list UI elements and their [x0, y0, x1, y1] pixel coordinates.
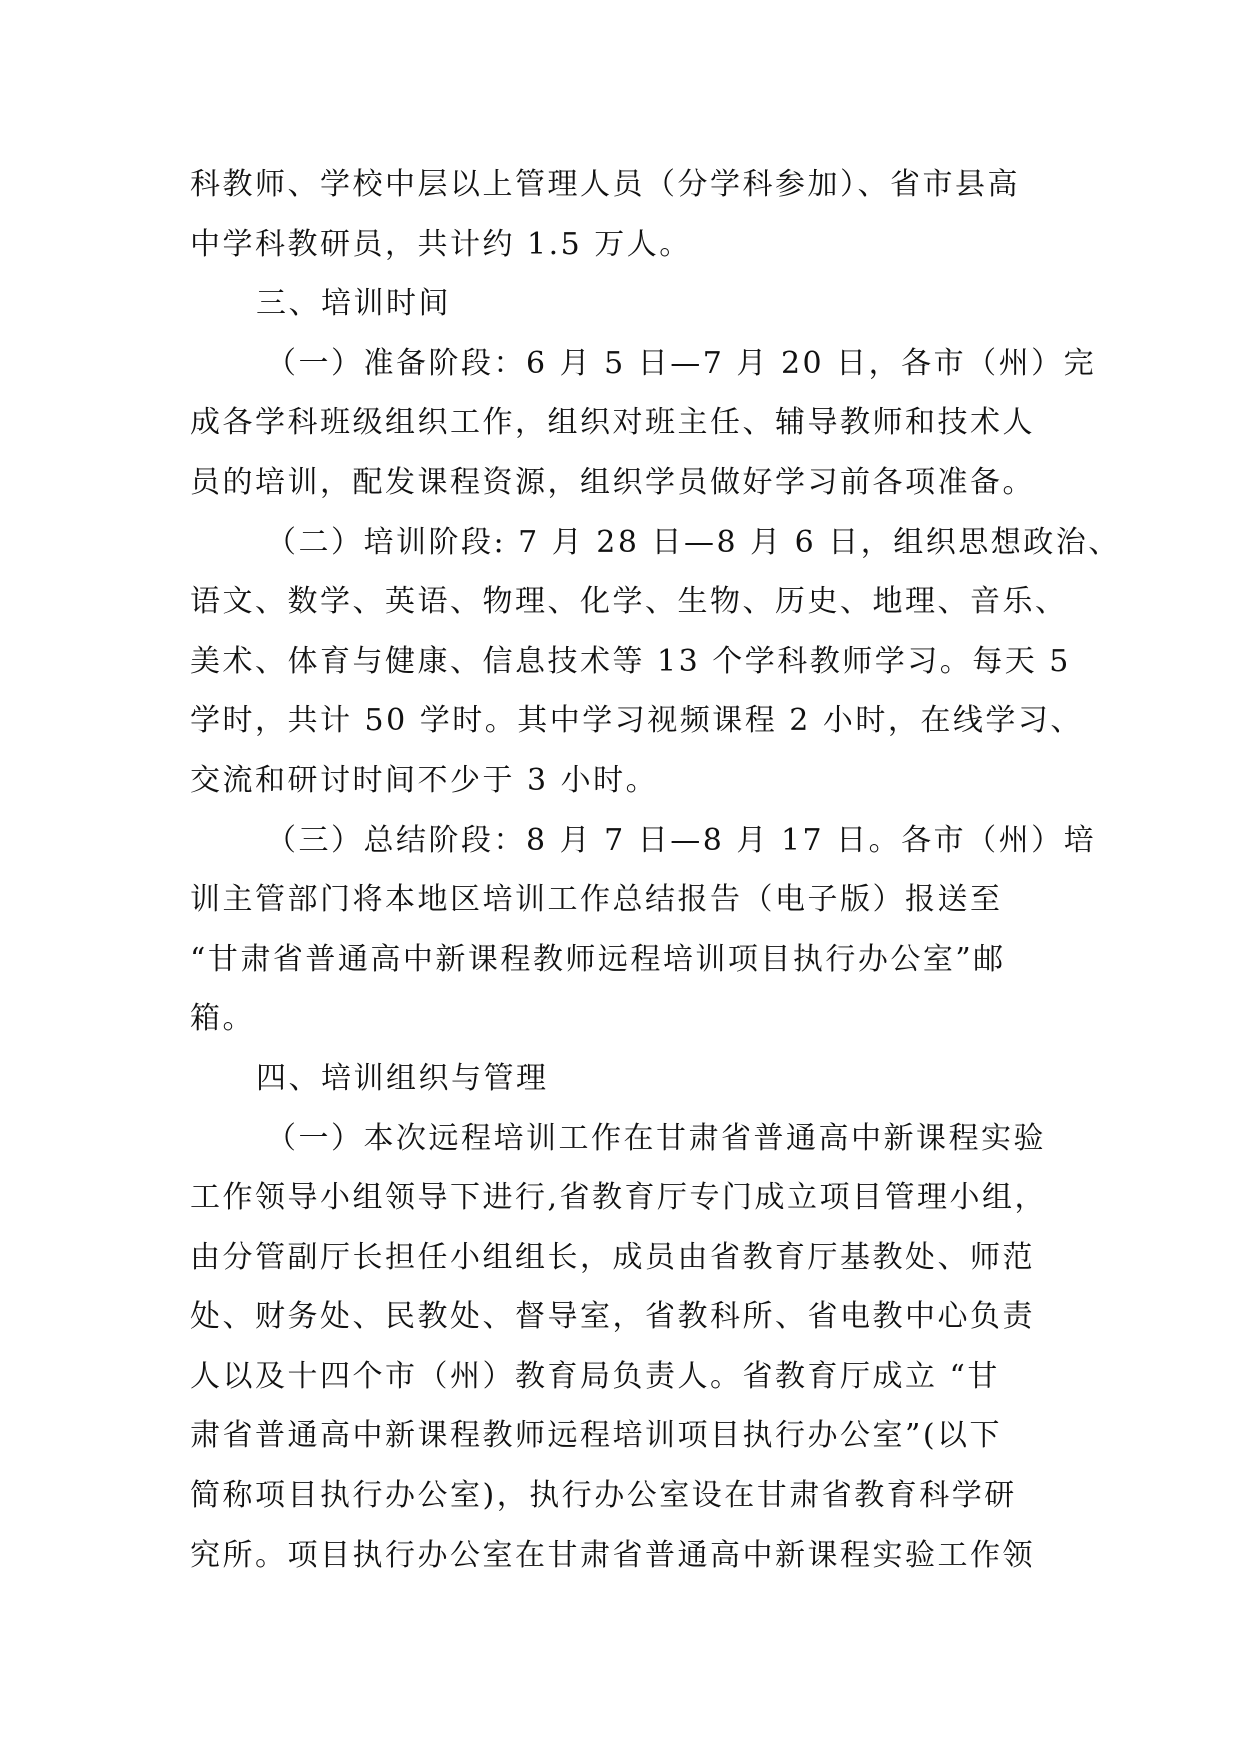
body-line: （三）总结阶段：8 月 7 日—8 月 17 日。各市（州）培 [266, 822, 1097, 858]
body-line: 究所。项目执行办公室在甘肃省普通高中新课程实验工作领 [190, 1537, 1035, 1573]
body-line: （一）准备阶段：6 月 5 日—7 月 20 日，各市（州）完 [266, 345, 1097, 381]
body-line: （二）培训阶段: 7 月 28 日—8 月 6 日，组织思想政治、 [266, 524, 1121, 560]
body-line: 中学科教研员，共计约 1.5 万人。 [190, 226, 692, 262]
section-heading-training-time: 三、培训时间 [256, 286, 451, 322]
body-line: 处、财务处、民教处、督导室，省教科所、省电教中心负责 [190, 1299, 1035, 1335]
body-line: 交流和研讨时间不少于 3 小时。 [190, 762, 659, 798]
section-heading-organization: 四、培训组织与管理 [256, 1060, 549, 1096]
body-line: 训主管部门将本地区培训工作总结报告（电子版）报送至 [190, 882, 1003, 918]
body-line: “甘肃省普通高中新课程教师远程培训项目执行办公室”邮 [190, 941, 1006, 977]
body-line: 员的培训，配发课程资源，组织学员做好学习前各项准备。 [190, 464, 1035, 500]
body-line: 语文、数学、英语、物理、化学、生物、历史、地理、音乐、 [190, 584, 1068, 620]
body-line: 由分管副厅长担任小组组长，成员由省教育厅基教处、师范 [190, 1239, 1035, 1275]
body-line: 人以及十四个市（州）教育局负责人。省教育厅成立 “甘 [190, 1358, 1000, 1394]
body-line: （一）本次远程培训工作在甘肃省普通高中新课程实验 [266, 1120, 1046, 1156]
body-line: 科教师、学校中层以上管理人员（分学科参加）、省市县高 [190, 167, 1020, 202]
body-line: 肃省普通高中新课程教师远程培训项目执行办公室”(以下 [190, 1418, 1003, 1454]
body-line: 箱。 [190, 1001, 255, 1037]
body-line: 学时，共计 50 学时。其中学习视频课程 2 小时，在线学习、 [190, 703, 1083, 739]
body-line: 简称项目执行办公室)，执行办公室设在甘肃省教育科学研 [190, 1478, 1017, 1514]
body-line: 成各学科班级组织工作，组织对班主任、辅导教师和技术人 [190, 405, 1035, 441]
body-line: 美术、体育与健康、信息技术等 13 个学科教师学习。每天 5 [190, 643, 1071, 679]
body-line: 工作领导小组领导下进行,省教育厅专门成立项目管理小组， [190, 1180, 1048, 1216]
document-body [190, 155, 1121, 1585]
